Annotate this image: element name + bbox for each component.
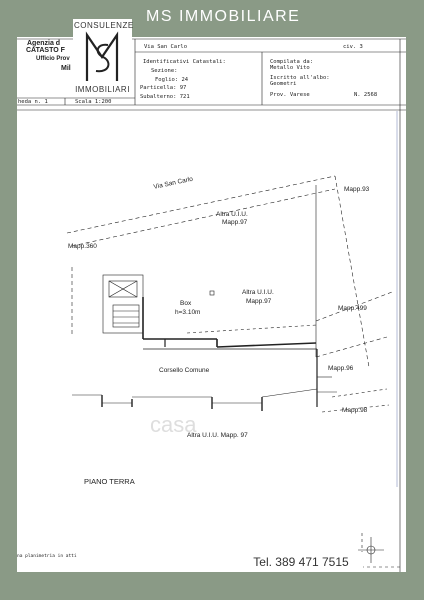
logo-top-text: CONSULENZE xyxy=(74,21,134,30)
floor-level-label: PIANO TERRA xyxy=(84,477,135,486)
compilata-label: Compilata da: xyxy=(270,59,314,65)
phone-number[interactable]: Tel. 389 471 7515 xyxy=(239,552,363,572)
mapp97-mid: Mapp.97 xyxy=(246,298,272,305)
scale-label: Scala 1:200 xyxy=(75,99,112,105)
company-logo xyxy=(73,19,132,96)
floor-plan-sheet xyxy=(17,37,406,572)
registration-number: N. 2568 xyxy=(354,92,378,98)
box-label: Box xyxy=(180,300,192,307)
agency-line-2: CATASTO F xyxy=(26,47,65,54)
particella-value: Particella: 97 xyxy=(140,85,187,91)
altra-uiu-bottom: Altra U.I.U. Mapp. 97 xyxy=(187,432,248,439)
iscritto-label: Iscritto all'albo: xyxy=(270,75,330,81)
scheda-label: heda n. 1 xyxy=(18,99,48,105)
mapp499-label: Mapp.499 xyxy=(338,305,367,312)
geometri-label: Geometri xyxy=(270,81,297,87)
foglio-value: Foglio: 24 xyxy=(155,77,189,83)
footnote-label: na planimetria in atti xyxy=(17,554,77,559)
subalterno-value: Subalterno: 721 xyxy=(140,94,190,100)
altra-uiu-top: Altra U.I.U. xyxy=(216,211,248,218)
logo-bottom-text: IMMOBILIARI xyxy=(75,85,130,94)
altra-uiu-mid: Altra U.I.U. xyxy=(242,289,274,296)
watermark-text: casa xyxy=(150,412,197,437)
address-text: Via San Carlo xyxy=(144,44,188,50)
mapp93-label: Mapp.93 xyxy=(344,186,370,193)
mapp96-label: Mapp.96 xyxy=(328,365,354,372)
mapp98-label: Mapp.98 xyxy=(342,407,368,414)
mapp360-label: Mapp.360 xyxy=(68,243,97,250)
corsello-label: Corsello Comune xyxy=(159,367,210,374)
province-label: Prov. Varese xyxy=(270,92,310,98)
mapp97-top: Mapp.97 xyxy=(222,219,248,226)
brand-name: MS IMMOBILIARE xyxy=(146,8,301,25)
identificativi-label: Identificativi Catastali: xyxy=(143,59,226,65)
sezione-label: Sezione: xyxy=(151,68,178,74)
agency-line-4: Mil xyxy=(61,65,71,72)
agency-line-3: Ufficio Prov xyxy=(36,56,70,62)
street-label: Via San Carlo xyxy=(153,175,194,191)
compilata-name: Metallo Vito xyxy=(270,65,310,71)
agency-line-1: Agenzia d xyxy=(27,40,61,47)
civic-number: civ. 3 xyxy=(343,44,363,50)
ms-monogram-icon xyxy=(84,31,121,83)
box-height-label: h=3.10m xyxy=(175,309,201,316)
